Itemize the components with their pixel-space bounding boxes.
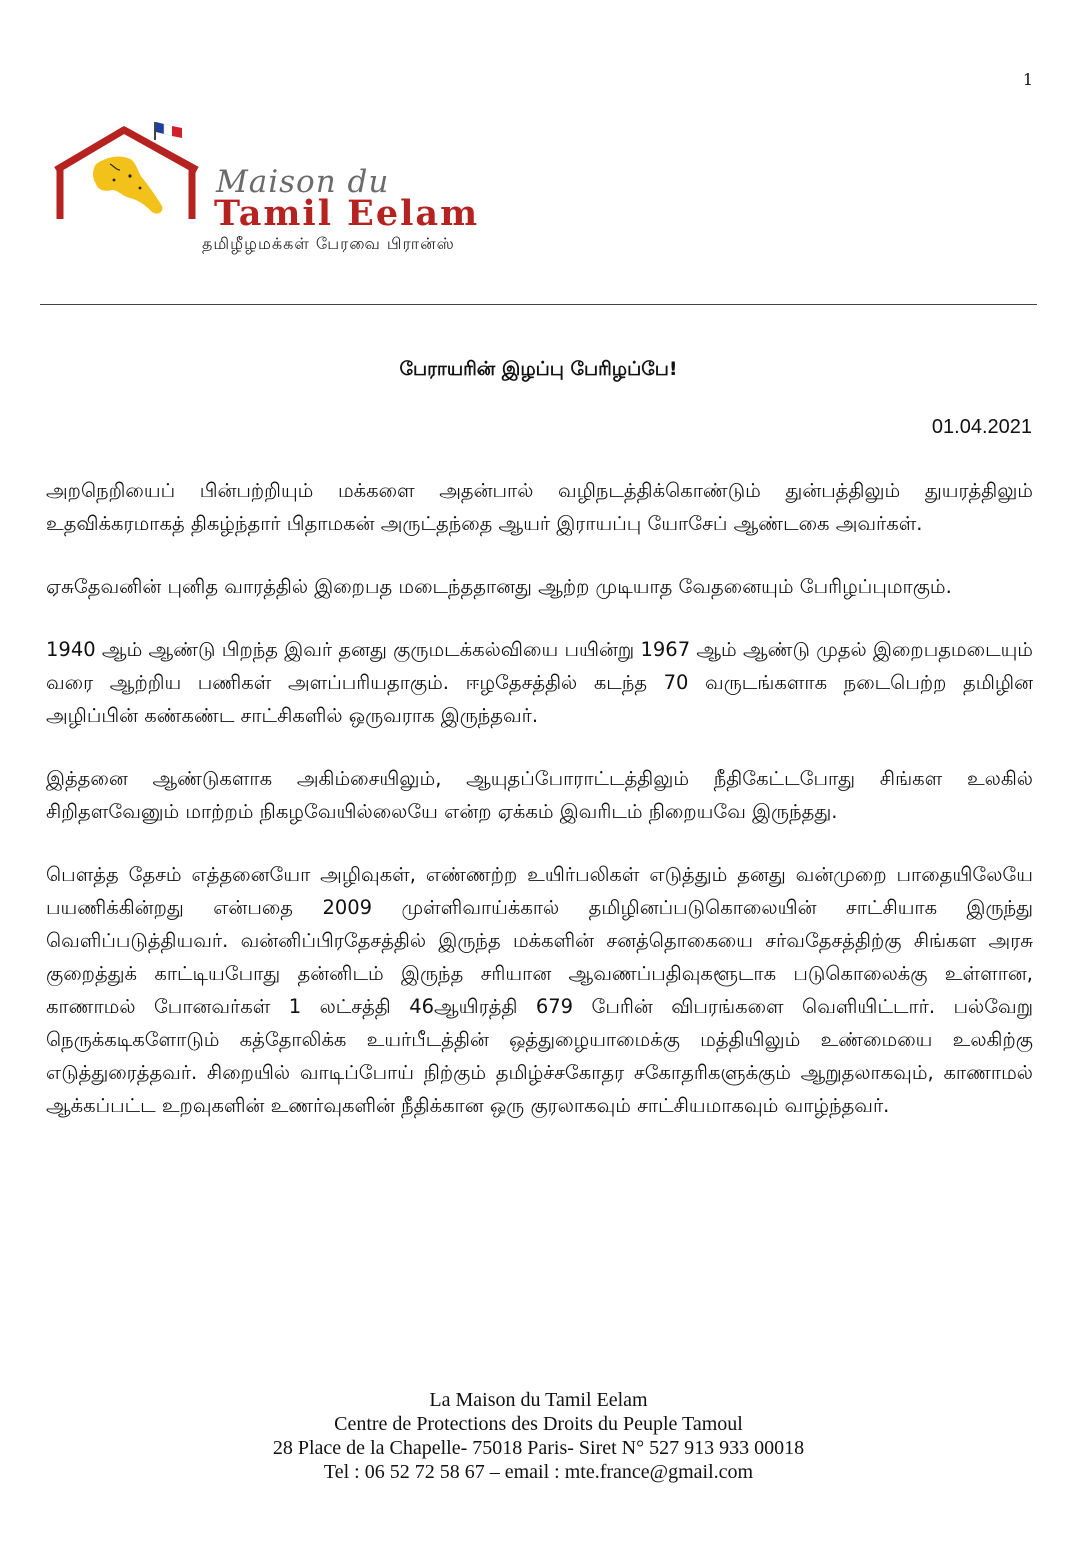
body-paragraph: 1940 ஆம் ஆண்டு பிறந்த இவர் தனது குருமடக்கல்வியை பயின்று 1967 ஆம் ஆண்டு முதல் இறைபதமடையும் வரை ஆற்றிய பணிகள் அளப்பரியதாகும். ஈழதேசத்தில் கடந்த 70 வருடங்களாக நடைபெற்ற தமிழின அழிப்பின் கண்கண்ட சாட்சிகளில் ஒருவராக இருந்தவர். (46, 638, 1033, 727)
footer-org-name: La Maison du Tamil Eelam (429, 1389, 648, 1411)
body-paragraph: பௌத்த தேசம் எத்தனையோ அழிவுகள், எண்ணற்ற உயிர்பலிகள் எடுத்தும் தனது வன்முறை பாதையிலேயே பயணிக்கின்றது என்பதை 2009 முள்ளிவாய்க்கால் தமிழினப்படுகொலையின் சாட்சியாக இருந்து வெளிப்படுத்தியவர். வன்னிப்பிரதேசத்தில் இருந்த மக்களின் சனத்தொகையை சர்வதேசத்திற்கு சிங்கள அரசு குறைத்துக் காட்டியபோது தன்னிடம் இருந்த சரியான ஆவணப்பதிவுகளூடாக படுகொலைக்கு உள்ளான, காணாமல் போனவர்கள் 1 லட்சத்தி 46ஆயிரத்தி 679 பேரின் விபரங்களை வெளியிட்டார். பல்வேறு நெருக்கடிகளோடும் கத்தோலிக்க உயர்பீடத்தின் ஒத்துழையாமைக்கு மத்தியிலும் உண்மையை உலகிற்கு எடுத்துரைத்தவர். சிறையில் வாடிப்போய் நிற்கும் தமிழ்ச்சகோதர சகோதரிகளுக்கும் ஆறுதலாகவும், காணாமல் ஆக்கப்பட்ட உறவுகளின் உணர்வுகளின் நீதிக்கான ஒரு குரலாகவும் சாட்சியமாகவும் வாழ்ந்தவர். (46, 863, 1033, 1117)
document-title: பேராயரின் இழப்பு பேரிழப்பே! (399, 358, 678, 380)
footer-contact: Tel : 06 52 72 58 67 – email : mte.france@gmail.com (323, 1461, 754, 1483)
organization-logo (52, 118, 652, 268)
footer (0, 1388, 1077, 1484)
logo-wordmark: Tamil Eelam (214, 193, 480, 234)
house-map-emblem (52, 118, 202, 228)
body-paragraph: அறநெறியைப் பின்பற்றியும் மக்களை அதன்பால் வழிநடத்திக்கொண்டும் துன்பத்திலும் துயரத்திலும் உதவிக்கரமாகத் திகழ்ந்தார் பிதாமகன் அருட்தந்தை ஆயர் இராயப்பு யோசேப் ஆண்டகை அவர்கள். (46, 479, 1033, 535)
flag-icon (156, 122, 164, 134)
body-paragraph: ஏசுதேவனின் புனித வாரத்தில் இறைபத மடைந்ததானது ஆற்ற முடியாத வேதனையும் பேரிழப்புமாகும். (46, 575, 952, 598)
logo-script-text: Maison du (216, 164, 390, 200)
body-paragraph: இத்தனை ஆண்டுகளாக அகிம்சையிலும், ஆயுதப்போராட்டத்திலும் நீதிகேட்டபோது சிங்கள உலகில் சிறிதளவேனும் மாற்றம் நிகழவேயில்லையே என்ற ஏக்கம் இவரிடம் நிறையவே இருந்தது. (46, 767, 1033, 823)
page-number: 1 (1022, 70, 1033, 89)
header-divider (40, 304, 1037, 305)
document-date: 01.04.2021 (931, 416, 1032, 438)
logo-tamil-tagline: தமிழீழமக்கள் பேரவை பிரான்ஸ் (202, 234, 455, 253)
footer-subtitle: Centre de Protections des Droits du Peuple Tamoul (334, 1413, 743, 1435)
document-body (46, 474, 1033, 1152)
footer-address: 28 Place de la Chapelle- 75018 Paris- Siret N° 527 913 933 00018 (272, 1437, 805, 1459)
island-map-icon (93, 157, 162, 214)
